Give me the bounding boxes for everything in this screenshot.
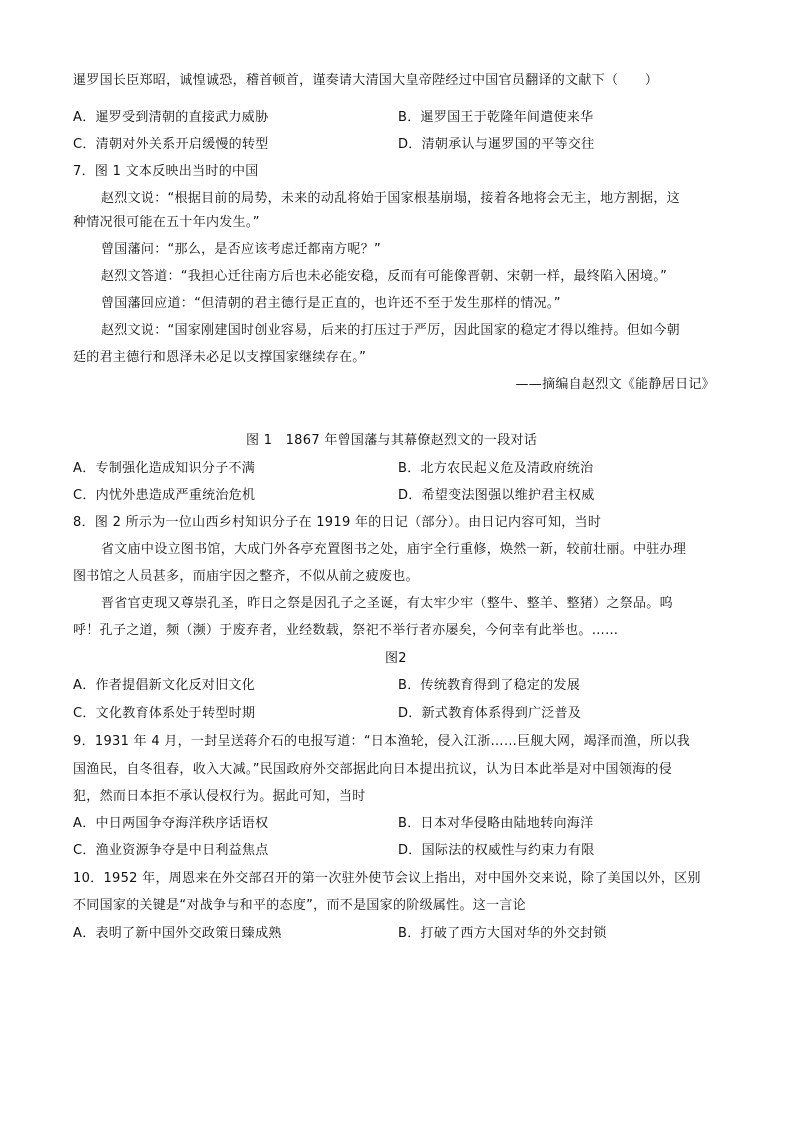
q10-stem-line: 不同国家的关键是“对战争与和平的态度”，而不是国家的阶级属性。这一言论 (73, 898, 526, 913)
q7-dialogue-line: 种情况很可能在五十年内发生。” (73, 215, 260, 230)
q9-stem-line: 9．1931 年 4 月，一封呈送蒋介石的电报写道：“日本渔轮，侵入江浙……巨舰大网，竭泽而渔，所以我 (73, 734, 691, 749)
q7-option-b: B．北方农民起义危及清政府统治 (398, 461, 594, 476)
q7-dialogue-line: 赵烈文答道：“我担心迁往南方后也未必能安稳，反而有可能像晋朝、宋朝一样，最终陷入困境。” (101, 269, 668, 284)
q8-option-c: C．文化教育体系处于转型时期 (73, 706, 256, 721)
q7-figure-caption: 图 1 1867 年曾国藩与其幕僚赵烈文的一段对话 (246, 433, 538, 448)
q8-diary-line: 图书馆之人员甚多，而庙宇因之整齐，不似从前之疲废也。 (73, 569, 419, 584)
q9-option-b: B．日本对华侵略由陆地转向海洋 (398, 816, 594, 831)
q7-dialogue-line: 赵烈文说：“国家刚建国时创业容易，后来的打压过于严厉，因此国家的稳定才得以维持。但如今朝 (101, 323, 680, 338)
q7-option-c: C．内忧外患造成严重统治危机 (73, 488, 256, 503)
q8-diary-line: 呼！孔子之道，频（濒）于废弃者，业经数载，祭祀不举行者亦屡矣，今何幸有此举也。…… (73, 623, 619, 638)
q8-option-d: D．新式教育体系得到广泛普及 (398, 706, 582, 721)
q8-stem: 8．图 2 所示为一位山西乡村知识分子在 1919 年的日记（部分）。由日记内容可知，当时 (73, 515, 602, 530)
q7-option-a: A．专制强化造成知识分子不满 (73, 461, 256, 476)
q10-stem-line: 10．1952 年，周恩来在外交部召开的第一次驻外使节会议上指出，对中国外交来说，除了美国以外，区别 (73, 871, 701, 886)
q7-dialogue-line: 曾国藩问：“那么，是否应该考虑迁都南方呢？” (101, 242, 382, 257)
q9-stem-line: 犯，然而日本拒不承认侵权行为。据此可知，当时 (73, 789, 366, 804)
q7-stem: 7．图 1 文本反映出当时的中国 (73, 164, 259, 179)
q7-dialogue-line: 廷的君主德行和恩泽未必足以支撑国家继续存在。” (73, 350, 367, 365)
q10-option-b: B．打破了西方大国对华的外交封锁 (398, 926, 607, 941)
q7-source: ——摘编自赵烈文《能静居日记》 (515, 377, 715, 392)
q8-option-b: B．传统教育得到了稳定的发展 (398, 678, 581, 693)
q7-dialogue-line: 曾国藩回应道：“但清朝的君主德行是正直的，也许还不至于发生那样的情况。” (101, 296, 561, 311)
q9-stem-line: 国渔民，自冬徂春，收入大减。”民国政府外交部据此向日本提出抗议，认为日本此举是对中国领海的侵 (73, 762, 673, 777)
q6-option-d: D．清朝承认与暹罗国的平等交往 (398, 137, 595, 152)
q6-option-c: C．清朝对外关系开启缓慢的转型 (73, 137, 269, 152)
q8-diary-line: 晋省官吏现又尊崇孔圣，昨日之祭是因孔子之圣诞，有太牢少牢（整牛、整羊、整猪）之祭品。呜 (101, 596, 673, 611)
q9-option-c: C．渔业资源争夺是中日利益焦点 (73, 843, 269, 858)
q6-option-b: B．暹罗国王于乾隆年间遣使来华 (398, 110, 594, 125)
q6-option-a: A．暹罗受到清朝的直接武力威胁 (73, 110, 269, 125)
q8-option-a: A．作者提倡新文化反对旧文化 (73, 678, 256, 693)
q9-option-d: D．国际法的权威性与约束力有限 (398, 843, 595, 858)
q7-dialogue-line: 赵烈文说：“根据目前的局势，未来的动乱将始于国家根基崩塌，接着各地将会无主，地方割据，这 (101, 191, 680, 206)
q10-option-a: A．表明了新中国外交政策日臻成熟 (73, 926, 282, 941)
q9-option-a: A．中日两国争夺海洋秩序话语权 (73, 816, 269, 831)
q6-stem: 暹罗国长臣郑昭，诚惶诚恐，稽首顿首，谨奏请大清国大皇帝陛经过中国官员翻译的文献下（ ） (73, 73, 659, 88)
q8-diary-line: 省文庙中设立图书馆，大成门外各亭充置图书之处，庙宇全行重修，焕然一新，较前壮丽。中驻办理 (101, 542, 687, 557)
q7-option-d: D．希望变法图强以维护君主权威 (398, 488, 595, 503)
q8-figure-caption: 图2 (385, 651, 407, 666)
